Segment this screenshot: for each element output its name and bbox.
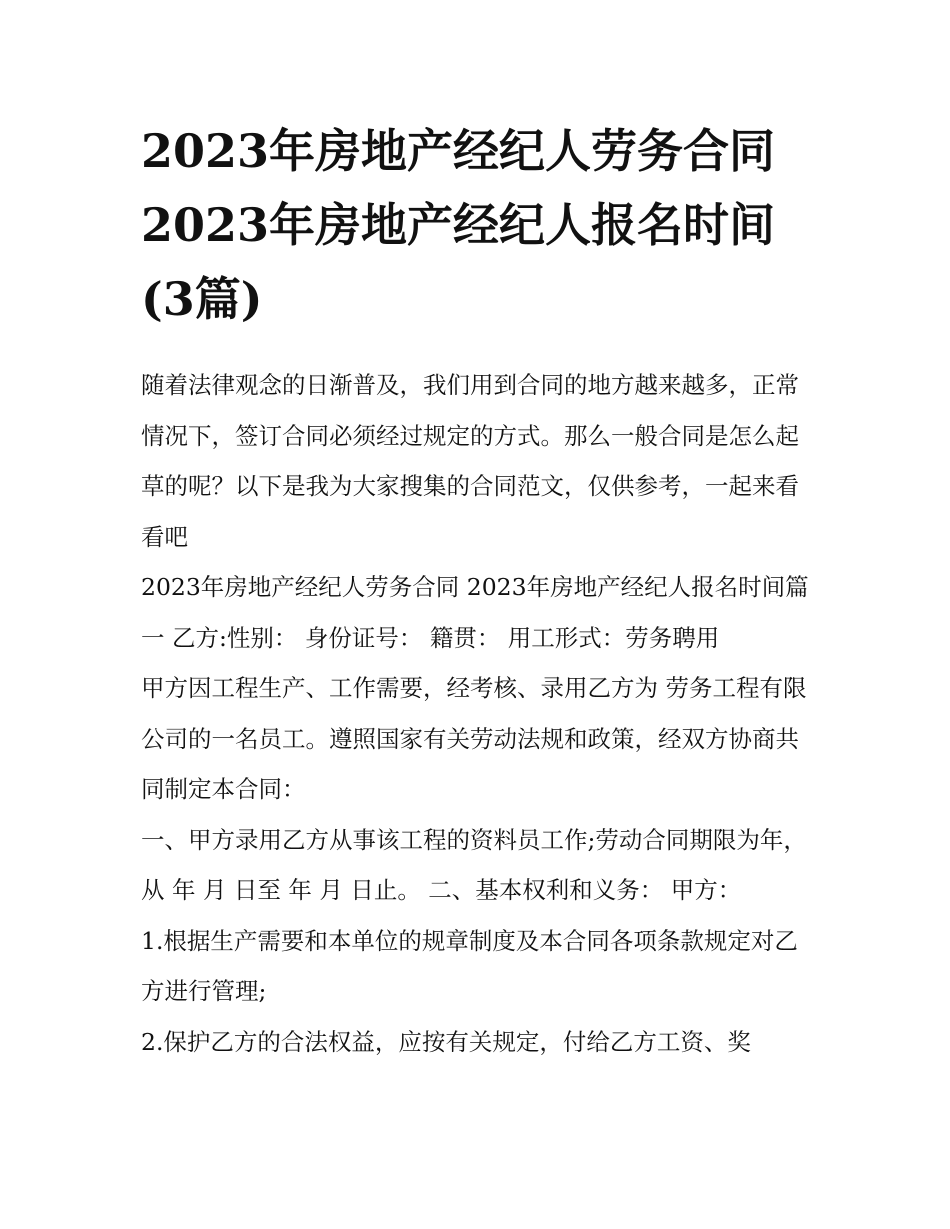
contract-header-paragraph: 2023年房地产经纪人劳务合同 2023年房地产经纪人报名时间篇一 乙方:性别： 身份证号： 籍贯： 用工形式：劳务聘用 xyxy=(141,573,809,652)
clause-one-paragraph: 一、甲方录用乙方从事该工程的资料员工作;劳动合同期限为年，从 年 月 日至 年 月 日止。 二、基本权利和义务： 甲方： xyxy=(141,825,807,904)
title-line-2: 2023年房地产经纪人报名时间 xyxy=(141,198,776,252)
intro-paragraph: 随着法律观念的日渐普及，我们用到合同的地方越来越多，正常情况下，签订合同必须经过规定的方式。那么一般合同是怎么起草的呢？以下是我为大家搜集的合同范文，仅供参考，一起来看看吧 xyxy=(141,371,799,551)
document-body xyxy=(141,360,816,1067)
title-line-1: 2023年房地产经纪人劳务合同 xyxy=(141,124,776,178)
title-line-3: (3篇) xyxy=(141,272,263,326)
employment-paragraph: 甲方因工程生产、工作需要，经考核、录用乙方为 劳务工程有限公司的一名员工。遵照国家有关劳动法规和政策，经双方协商共同制定本合同： xyxy=(141,674,807,803)
document-title xyxy=(141,114,816,336)
clause-item-1: 1.根据生产需要和本单位的规章制度及本合同各项条款规定对乙方进行管理; xyxy=(141,926,798,1005)
clause-item-2: 2.保护乙方的合法权益，应按有关规定，付给乙方工资、奖 xyxy=(141,1027,751,1056)
